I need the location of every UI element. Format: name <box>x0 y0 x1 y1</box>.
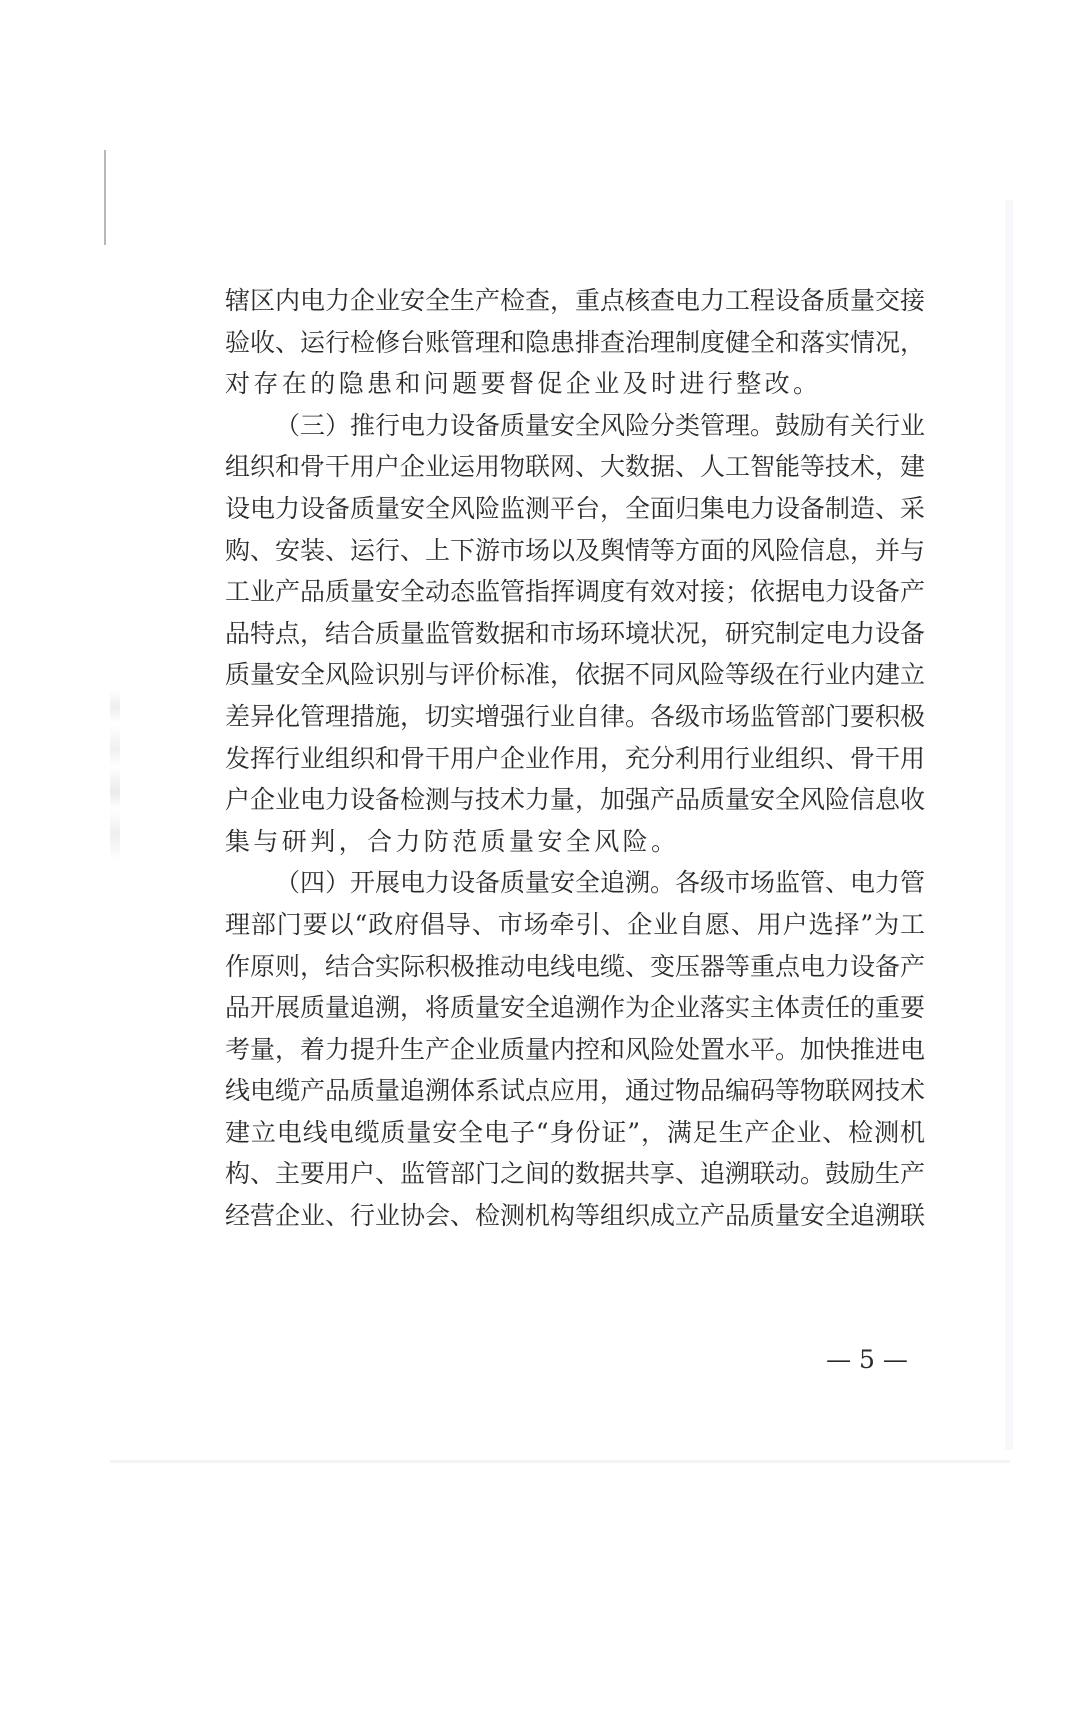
text-line: 差异化管理措施，切实增强行业自律。各级市场监管部门要积极 <box>225 701 926 731</box>
text-line: 建立电线电缆质量安全电子“身份证”，满足生产企业、检测机 <box>225 1117 925 1147</box>
text-line: 线电缆产品质量追溯体系试点应用，通过物品编码等物联网技术 <box>225 1076 926 1106</box>
text-line: 验收、运行检修台账管理和隐患排查治理制度健全和落实情况， <box>225 327 926 357</box>
text-line: 辖区内电力企业安全生产检查，重点核查电力工程设备质量交接 <box>225 286 926 315</box>
text-line: 构、主要用户、监管部门之间的数据共享、追溯联动。鼓励生产 <box>225 1159 926 1189</box>
scan-edge-mark <box>104 150 106 245</box>
text-line: 品特点，结合质量监管数据和市场环境状况，研究制定电力设备 <box>225 618 926 648</box>
text-line: 对存在的隐患和问题要督促企业及时进行整改。 <box>225 369 822 399</box>
section-heading-line: （三）推行电力设备质量安全风险分类管理。鼓励有关行业 <box>275 410 926 440</box>
text-line: 质量安全风险识别与评价标准，依据不同风险等级在行业内建立 <box>225 660 926 690</box>
text-line: 组织和骨干用户企业运用物联网、大数据、人工智能等技术，建 <box>225 452 926 482</box>
text-line: 户企业电力设备检测与技术力量，加强产品质量安全风险信息收 <box>225 785 926 815</box>
document-body <box>225 280 925 1237</box>
text-line: 作原则，结合实际积极推动电线电缆、变压器等重点电力设备产 <box>225 951 926 981</box>
page-number: — 5 — <box>826 1345 908 1374</box>
text-line: 理部门要以“政府倡导、市场牵引、企业自愿、用户选择”为工 <box>225 909 925 939</box>
scan-edge-artifact <box>110 690 120 860</box>
text-line: 购、安装、运行、上下游市场以及舆情等方面的风险信息，并与 <box>225 535 926 565</box>
scan-bottom-edge <box>110 1460 1010 1463</box>
text-line: 品开展质量追溯，将质量安全追溯作为企业落实主体责任的重要 <box>225 993 926 1023</box>
scan-edge-shadow <box>1005 200 1013 1450</box>
section-heading-line: （四）开展电力设备质量安全追溯。各级市场监管、电力管 <box>275 868 926 898</box>
text-line: 工业产品质量安全动态监管指挥调度有效对接；依据电力设备产 <box>225 577 926 607</box>
text-line: 设电力设备质量安全风险监测平台，全面归集电力设备制造、采 <box>225 493 926 523</box>
text-line: 发挥行业组织和骨干用户企业作用，充分利用行业组织、骨干用 <box>225 743 926 773</box>
text-line: 考量，着力提升生产企业质量内控和风险处置水平。加快推进电 <box>225 1034 926 1064</box>
text-line: 集与研判，合力防范质量安全风险。 <box>225 826 680 856</box>
text-line: 经营企业、行业协会、检测机构等组织成立产品质量安全追溯联 <box>225 1201 926 1231</box>
